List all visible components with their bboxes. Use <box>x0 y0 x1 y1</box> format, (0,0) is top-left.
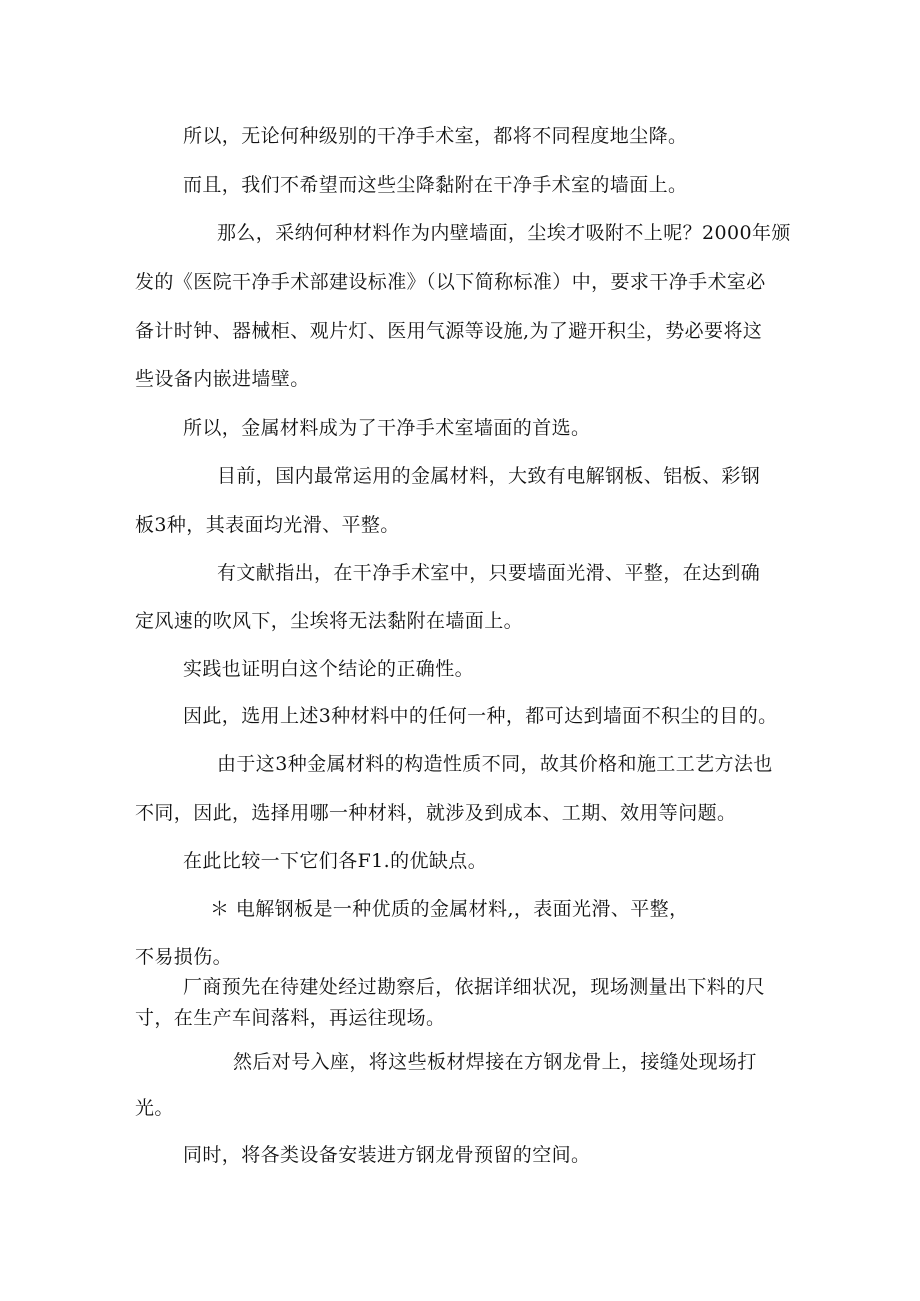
text-line: 实践也证明白这个结论的正确性。 <box>183 658 475 680</box>
text-line: 目前，国内最常运用的金属材料，大致有电解钢板、铝板、彩钢 <box>217 465 761 487</box>
text-line: 然后对号入座，将这些板材焊接在方钢龙骨上，接缝处现场打 <box>233 1051 757 1073</box>
text-line: 定风速的吹风下，尘埃将无法黏附在墙面上。 <box>135 610 524 632</box>
bullet-line: ＊ 电解钢板是一种优质的金属材料,，表面光滑、平整， <box>210 898 689 920</box>
text-line: 同时，将各类设备安装进方钢龙骨预留的空间。 <box>183 1144 591 1166</box>
text-line: 些设备内嵌进墙壁。 <box>135 368 310 390</box>
text-line: 不同，因此，选择用哪一种材料，就涉及到成本、工期、效用等问题。 <box>135 802 737 824</box>
text-line: 寸，在生产车间落料，再运往现场。 <box>135 1007 446 1029</box>
text-line: 那么，采纳何种材料作为内壁墙面，尘埃才吸附不上呢？2000年颁 <box>217 222 791 244</box>
text-line: 所以，无论何种级别的干净手术室，都将不同程度地尘降。 <box>183 125 688 147</box>
text-line: 而且，我们不希望而这些尘降黏附在干净手术室的墙面上。 <box>183 174 688 196</box>
text-line: 光。 <box>135 1097 174 1119</box>
text-line: 不易损伤。 <box>135 946 233 968</box>
text-line: 发的《医院干净手术部建设标准》（以下简称标准）中，要求干净手术室必 <box>135 271 766 293</box>
text-line: 所以，金属材料成为了干净手术室墙面的首选。 <box>183 417 591 439</box>
text-line: 板3种，其表面均光滑、平整。 <box>135 514 400 536</box>
text-line: 备计时钟、器械柜、观片灯、医用气源等设施,为了避开积尘，势必要将这 <box>135 320 763 342</box>
text-line: 有文献指出，在干净手术室中，只要墙面光滑、平整，在达到确 <box>217 562 761 584</box>
text-line: 厂商预先在待建处经过勘察后，依据详细状况，现场测量出下料的尺 <box>183 976 766 998</box>
text-line: 由于这3种金属材料的构造性质不同，故其价格和施工工艺方法也 <box>217 753 773 775</box>
text-line: 在此比较一下它们各F1.的优缺点。 <box>183 850 488 872</box>
text-line: 因此，选用上述3种材料中的任何一种，都可达到墙面不积尘的目的。 <box>183 705 778 727</box>
